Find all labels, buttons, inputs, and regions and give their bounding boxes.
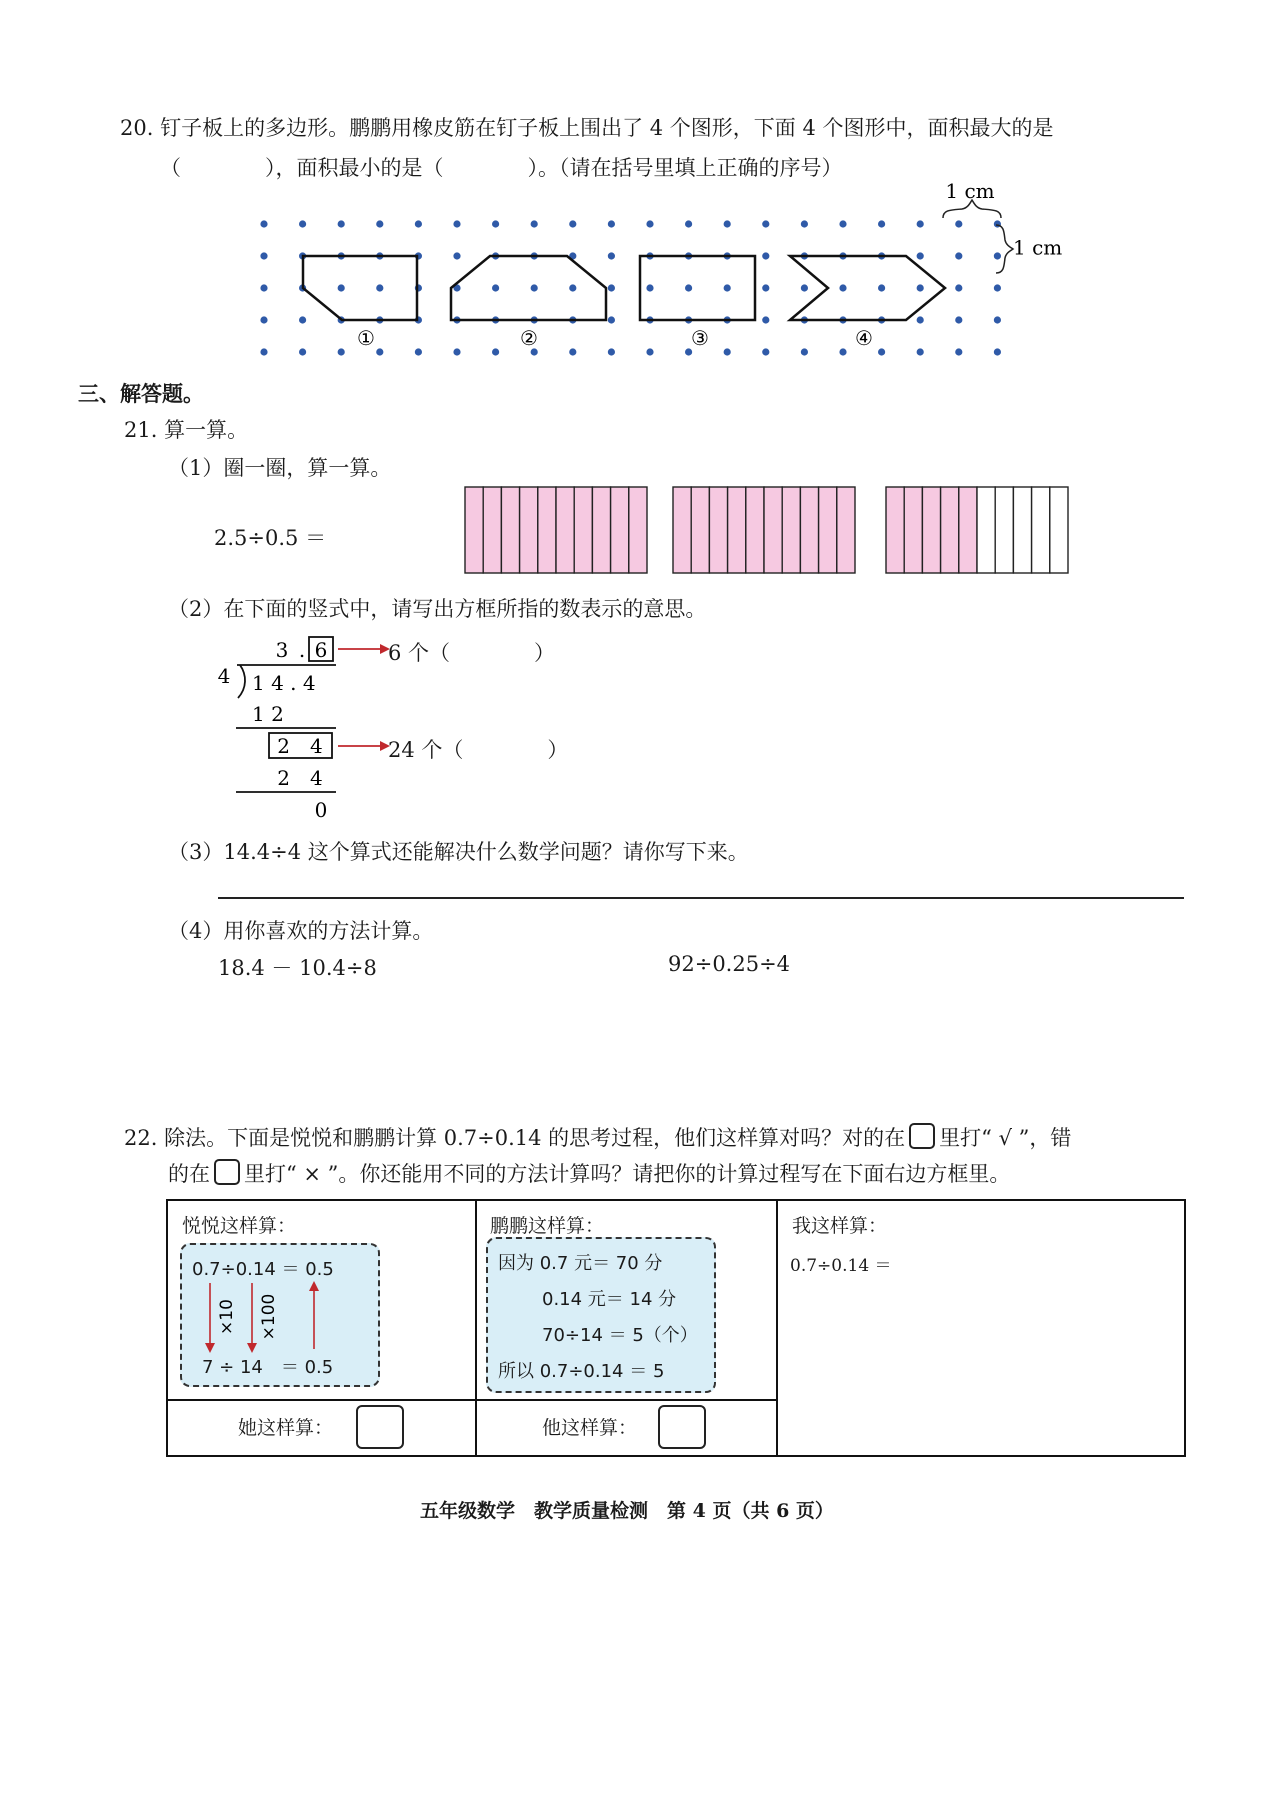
peg (917, 252, 924, 259)
peg (608, 316, 615, 323)
peg (878, 284, 885, 291)
peg (917, 348, 924, 355)
block-strip (800, 487, 818, 573)
peg (569, 284, 576, 291)
peg (917, 284, 924, 291)
arrow-1-text: 6 个（ ） (388, 641, 556, 665)
peg (569, 220, 576, 227)
block-strip (746, 487, 764, 573)
q20-line1: 20. 钉子板上的多边形。鹏鹏用橡皮筋在钉子板上围出了 4 个图形，下面 4 个图形中，面积最大的是 (120, 116, 1054, 140)
peg (260, 284, 267, 291)
q21-part4-expression-1: 18.4 － 10.4÷8 (218, 956, 377, 980)
pegboard-figure (250, 180, 1080, 360)
q21-part2-title: （2）在下面的竖式中，请写出方框所指的数表示的意思。 (168, 597, 707, 621)
division-bracket (238, 665, 245, 698)
divisor: 4 (217, 664, 231, 688)
col2-title: 鹏鹏这样算： (490, 1215, 605, 1237)
block-strip (520, 487, 538, 573)
block-strip (764, 487, 782, 573)
peg (608, 252, 615, 259)
peg (338, 220, 345, 227)
peg (338, 284, 345, 291)
pengpeng-panel (486, 1237, 716, 1393)
peg (492, 348, 499, 355)
block-strip (501, 487, 519, 573)
q21-part3-title: （3）14.4÷4 这个算式还能解决什么数学问题？请你写下来。 (168, 840, 749, 864)
peg (994, 252, 1001, 259)
peg (724, 348, 731, 355)
col3-expression: 0.7÷0.14 ＝ (790, 1256, 892, 1276)
step2-product: 2 4 (277, 766, 323, 790)
my-work-area[interactable] (780, 1281, 1180, 1451)
unit-label-horizontal: 1 cm (945, 180, 995, 203)
block-strip (922, 487, 940, 573)
quotient-box-digit: 6 (314, 638, 328, 662)
times-10-label: ×10 (217, 1299, 237, 1335)
peg (762, 348, 769, 355)
block-strip (995, 487, 1013, 573)
peg (762, 252, 769, 259)
arrow-2-text: 24 个（ ） (388, 738, 569, 762)
q22-table (166, 1199, 1186, 1457)
q22-line1-text-b: 里打“ √ ”，错 (939, 1126, 1072, 1150)
block-strip (1013, 487, 1031, 573)
peg (608, 348, 615, 355)
q22-line2-text-a: 的在 (168, 1162, 210, 1186)
pengpeng-answer-box[interactable] (658, 1405, 706, 1449)
peg (260, 220, 267, 227)
pengpeng-line-2: 0.14 元＝ 14 分 (542, 1289, 677, 1310)
block-strip (1050, 487, 1068, 573)
peg (917, 316, 924, 323)
block-strip (904, 487, 922, 573)
peg (762, 316, 769, 323)
block-strip (728, 487, 746, 573)
peg (453, 348, 460, 355)
section-3-title: 三、解答题。 (78, 381, 204, 406)
shape-1 (303, 256, 417, 320)
peg (260, 316, 267, 323)
peg (492, 220, 499, 227)
q21-title: 21. 算一算。 (124, 418, 249, 442)
block-strip (611, 487, 629, 573)
peg (646, 348, 653, 355)
q22-line1 (124, 1122, 1071, 1152)
block-strip (977, 487, 995, 573)
unit-brace-vertical (996, 225, 1013, 273)
peg (994, 284, 1001, 291)
peg (299, 348, 306, 355)
step1-product: 1 2 (252, 702, 284, 726)
page-footer: 五年级数学 教学质量检测 第 4 页（共 6 页） (420, 1500, 834, 1522)
q22-line1-text-a: 22. 除法。下面是悦悦和鹏鹏计算 0.7÷0.14 的思考过程，他们这样算对吗？对的在 (124, 1126, 906, 1150)
block-strip (819, 487, 837, 573)
times-100-label: ×100 (259, 1293, 279, 1341)
block-strip (574, 487, 592, 573)
peg (878, 220, 885, 227)
peg (762, 220, 769, 227)
peg (260, 252, 267, 259)
q22-inline-box-2 (214, 1159, 240, 1185)
peg (531, 220, 538, 227)
block-strip (465, 487, 483, 573)
col3-title: 我这样算： (792, 1215, 888, 1237)
peg (955, 348, 962, 355)
block-strip (709, 487, 727, 573)
pengpeng-line-3: 70÷14 ＝ 5（个） (542, 1325, 698, 1346)
final-remainder: 0 (314, 798, 328, 822)
peg (260, 348, 267, 355)
block-strip (1032, 487, 1050, 573)
peg (724, 284, 731, 291)
block-strip (782, 487, 800, 573)
peg (608, 284, 615, 291)
shape-2 (451, 256, 606, 320)
q22-line2 (168, 1158, 1010, 1188)
peg (724, 220, 731, 227)
peg (646, 220, 653, 227)
block-strip (959, 487, 977, 573)
q21-part1-title: （1）圈一圈，算一算。 (168, 456, 392, 480)
peg (646, 284, 653, 291)
block-strip (629, 487, 647, 573)
shape-label-2: ② (520, 326, 538, 350)
shape-3 (640, 256, 755, 320)
yueyue-arrows (182, 1245, 378, 1385)
block-strip (556, 487, 574, 573)
shape-label-1: ① (357, 326, 375, 350)
yueyue-eq-top: 0.7÷0.14 ＝ 0.5 (192, 1259, 334, 1280)
yueyue-eq-bottom: 7 ÷ 14 ＝ 0.5 (202, 1357, 334, 1378)
peg (531, 284, 538, 291)
remainder-box-digits: 2 4 (277, 734, 323, 758)
peg (917, 220, 924, 227)
peg (376, 348, 383, 355)
table-divider-2 (776, 1201, 778, 1455)
block-strip (592, 487, 610, 573)
peg (801, 220, 808, 227)
peg (839, 284, 846, 291)
peg (415, 220, 422, 227)
answer-line[interactable] (218, 897, 1184, 899)
peg (878, 348, 885, 355)
col2-footer: 他这样算： (542, 1417, 638, 1439)
block-strip (941, 487, 959, 573)
unit-label-vertical: 1 cm (1013, 235, 1063, 260)
decimal-blocks (465, 487, 1068, 573)
peg (955, 220, 962, 227)
peg (376, 284, 383, 291)
block-strip (691, 487, 709, 573)
dividend: 1 4 . 4 (252, 671, 316, 695)
decimal-blocks-figure (460, 480, 1080, 580)
yueyue-answer-box[interactable] (356, 1405, 404, 1449)
peg (955, 252, 962, 259)
peg (338, 348, 345, 355)
q21-part1-expression: 2.5÷0.5 ＝ (214, 526, 327, 550)
peg (994, 348, 1001, 355)
table-divider-1 (475, 1201, 477, 1455)
peg (685, 284, 692, 291)
peg (801, 348, 808, 355)
block-strip (673, 487, 691, 573)
peg (415, 348, 422, 355)
peg (299, 220, 306, 227)
peg (453, 252, 460, 259)
yueyue-panel (180, 1243, 380, 1387)
q22-inline-box-1 (909, 1123, 935, 1149)
peg (492, 284, 499, 291)
q21-part4-expression-2: 92÷0.25÷4 (668, 952, 791, 976)
block-strip (538, 487, 556, 573)
quotient-whole-digit: 3 (275, 638, 289, 662)
peg (839, 220, 846, 227)
peg (608, 220, 615, 227)
peg (839, 348, 846, 355)
peg (299, 316, 306, 323)
col1-title: 悦悦这样算： (182, 1215, 297, 1237)
peg (955, 284, 962, 291)
peg (376, 220, 383, 227)
peg (569, 348, 576, 355)
shape-label-3: ③ (691, 326, 709, 350)
block-strip (886, 487, 904, 573)
col1-footer: 她这样算： (238, 1417, 334, 1439)
peg (762, 284, 769, 291)
pegboard-shapes (303, 256, 945, 320)
peg (994, 316, 1001, 323)
block-strip (483, 487, 501, 573)
shape-label-4: ④ (855, 326, 873, 350)
q21-part4-title: （4）用你喜欢的方法计算。 (168, 919, 434, 943)
pengpeng-line-4: 所以 0.7÷0.14 ＝ 5 (498, 1361, 665, 1382)
peg (955, 316, 962, 323)
q20-line2: （ ），面积最小的是（ ）。（请在括号里填上正确的序号） (160, 156, 843, 180)
peg (685, 220, 692, 227)
peg (453, 220, 460, 227)
quotient-decimal-point: . (298, 638, 306, 662)
q22-line2-text-b: 里打“ × ”。你还能用不同的方法计算吗？请把你的计算过程写在下面右边方框里。 (244, 1162, 1011, 1186)
table-row-divider (168, 1399, 777, 1401)
block-strip (837, 487, 855, 573)
pengpeng-line-1: 因为 0.7 元＝ 70 分 (498, 1253, 663, 1274)
peg (801, 284, 808, 291)
